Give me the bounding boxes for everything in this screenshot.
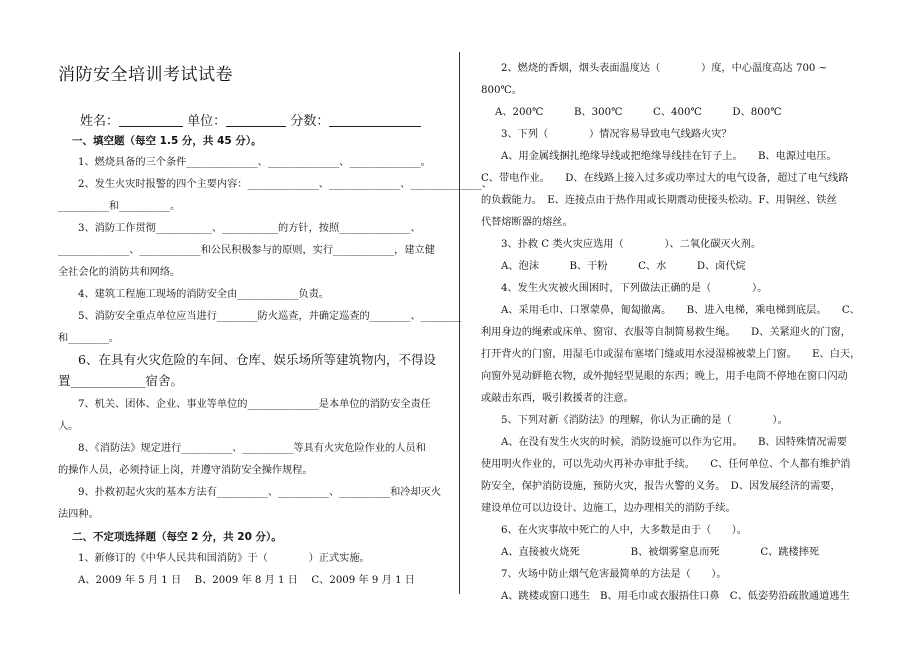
question-line: 的操作人员，必须持证上岗，并遵守消防安全操作规程。 — [58, 465, 313, 476]
answer-options: C、带电作业。 D、在线路上接入过多或功率过大的电气设备，超过了电气线路 — [481, 173, 849, 184]
question-line: 1、新修订的《中华人民共和国消防》于（ ）正式实施。 — [78, 553, 370, 564]
question-line: 6、在火灾事故中死亡的人中，大多数是由于（ ）。 — [501, 525, 747, 536]
question-line: 1、燃烧具备的三个条件______________、______________、______________。 — [78, 157, 431, 168]
score-field[interactable] — [329, 113, 421, 127]
exam-title: 消防安全培训考试试卷 — [58, 65, 233, 85]
answer-options: A、采用毛巾、口罩蒙鼻，匍匐撤离。 B、进入电梯，乘电梯到底层。 C、 — [501, 305, 860, 316]
answer-options: A、跳楼或窗口逃生 B、用毛巾或衣服捂住口鼻 C、低姿势沿疏散通道逃生 — [501, 591, 850, 602]
answer-options: A、在没有发生火灾的时候，消防设施可以作为它用。 B、因特殊情况需要 — [501, 437, 847, 448]
question-line: 3、下列（ ）情况容易导致电气线路火灾？ — [501, 129, 732, 140]
question-line: __________和__________。 — [58, 201, 181, 212]
question-line: 4、建筑工程施工现场的消防安全由____________负责。 — [78, 289, 329, 300]
question-line: 5、下列对新《消防法》的理解，你认为正确的是（ ）。 — [501, 415, 788, 426]
question-line: 置____________宿舍。 — [58, 373, 184, 388]
question-line: 3、扑救 C 类火灾应选用（ ）、二氧化碳灭火剂。 — [501, 239, 762, 250]
answer-options: 防安全，保护消防设施，预防火灾，报告火警的义务。 D、因发展经济的需要， — [481, 481, 841, 492]
section-choice-heading: 二、不定项选择题（每空 2 分，共 20 分）。 — [72, 531, 282, 543]
question-line: 6、在具有火灾危险的车间、仓库、娱乐场所等建筑物内，不得设 — [78, 352, 436, 367]
question-line: 2、发生火灾时报警的四个主要内容：______________、______________、______________、 — [78, 179, 492, 190]
question-line: 9、扑救初起火灾的基本方法有__________、__________、__________和冷却灭火 — [78, 487, 442, 498]
question-line: 800℃。 — [481, 85, 523, 96]
answer-options: A、200℃ B、300℃ C、400℃ D、800℃ — [495, 107, 782, 118]
question-line: 4、发生火灾被火围困时，下列做法正确的是（ ）。 — [501, 283, 768, 294]
exam-header — [80, 110, 421, 129]
answer-options: 代替熔断器的熔丝。 — [481, 217, 573, 228]
question-line: 人。 — [58, 421, 79, 432]
score-label: 分数： — [290, 114, 330, 129]
question-line: 3、消防工作贯彻___________、___________的方针，按照______________、 — [78, 223, 421, 234]
answer-options: 使用明火作业的，可以先动火再补办审批手续。 C、任何单位、个人都有维护消 — [481, 459, 851, 470]
question-line: 7、机关、团体、企业、事业等单位的______________是本单位的消防安全责任 — [78, 399, 431, 410]
answer-options: A、2009 年 5 月 1 日 B、2009 年 8 月 1 日 C、2009 年 9 月 1 日 — [78, 575, 415, 586]
question-line: 法四种。 — [58, 509, 99, 520]
section-fill-blank-heading: 一、填空题（每空 1.5 分，共 45 分）。 — [72, 135, 262, 147]
question-line: 7、火场中防止烟气危害最简单的方法是（ ）。 — [501, 569, 727, 580]
question-line: 2、燃烧的香烟，烟头表面温度达（ ）度，中心温度高达 700 ~ — [501, 63, 828, 74]
answer-options: 或敲击东西，吸引救援者的注意。 — [481, 393, 634, 404]
answer-options: 打开背火的门窗，用湿毛巾或湿布塞堵门缝或用水浸湿棉被蒙上门窗。 E、白天， — [481, 349, 861, 360]
question-line: 和________。 — [58, 333, 120, 344]
question-line: ______________、____________和公民积极参与的原则，实行____________，建立健 — [58, 245, 435, 256]
question-line: 8、《消防法》规定进行__________、__________等具有火灾危险作业的人员和 — [78, 443, 426, 454]
question-line: 全社会化的消防共和网络。 — [58, 267, 181, 278]
name-label: 姓名： — [80, 114, 120, 129]
question-line: 5、消防安全重点单位应当进行________防火巡查，并确定巡查的________、________ — [78, 311, 462, 322]
answer-options: A、直接被火烧死 B、被烟雾窒息而死 C、跳楼摔死 — [501, 547, 820, 558]
unit-field[interactable] — [226, 113, 286, 127]
unit-label: 单位： — [187, 114, 227, 129]
answer-options: 向窗外晃动鲜艳衣物，或外抛轻型晃眼的东西；晚上，用手电筒不停地在窗口闪动 — [481, 371, 848, 382]
answer-options: 利用身边的绳索或床单、窗帘、衣服等自制简易救生绳。 D、关紧迎火的门窗， — [481, 327, 851, 338]
answer-options: 的负载能力。 E、连接点由于热作用或长期震动使接头松动。F、用铜丝、铁丝 — [481, 195, 837, 206]
answer-options: A、用金属线捆扎绝缘导线或把绝缘导线挂在钉子上。 B、电源过电压。 — [501, 151, 837, 162]
answer-options: A、泡沫 B、干粉 C、水 D、卤代烷 — [501, 261, 746, 272]
answer-options: 建设单位可以边设计、边施工，边办理相关的消防手续。 — [481, 503, 736, 514]
name-field[interactable] — [119, 113, 183, 127]
